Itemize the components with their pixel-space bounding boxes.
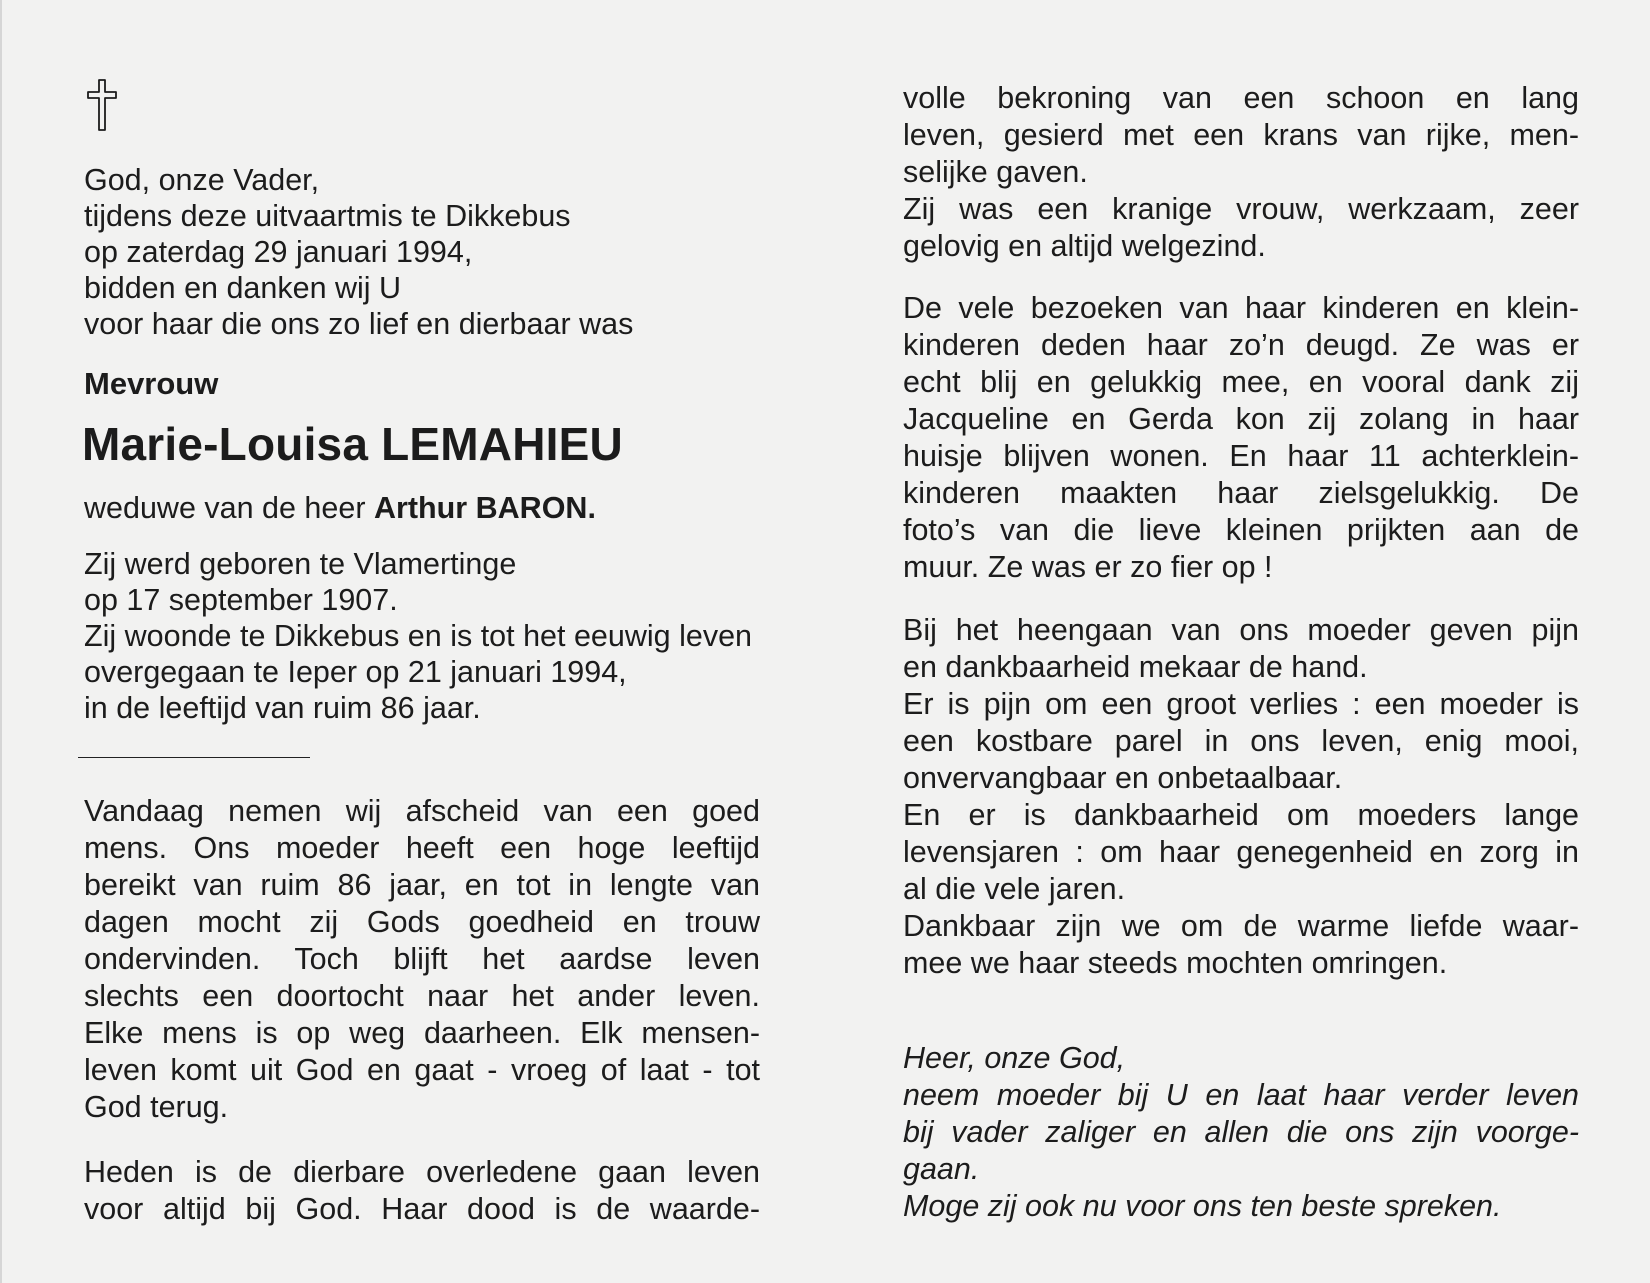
text-line: mee we haar steeds mochten omringen.	[903, 946, 1448, 980]
text-line: foto’s van die lieve kleinen prijkten aan de	[903, 513, 1579, 547]
text-line: Heden is de dierbare overledene gaan leven	[84, 1155, 760, 1189]
text-line: gelovig en altijd welgezind.	[903, 229, 1266, 263]
widow-line	[84, 490, 596, 526]
bio-line: op 17 september 1907.	[84, 583, 398, 617]
bio-line: in de leeftijd van ruim 86 jaar.	[84, 691, 481, 725]
text-line: muur. Ze was er zo fier op !	[903, 550, 1273, 584]
latin-cross-icon	[82, 78, 122, 134]
intro-line: God, onze Vader,	[84, 163, 320, 197]
text-line: Bij het heengaan van ons moeder geven pijn	[903, 613, 1579, 647]
text-line: Zij was een kranige vrouw, werkzaam, zeer	[903, 192, 1579, 226]
bio-line: Zij werd geboren te Vlamertinge	[84, 547, 517, 581]
deceased-name: Marie-Louisa LEMAHIEU	[82, 418, 623, 470]
text-line: En er is dankbaarheid om moeders lange	[903, 798, 1579, 832]
text-line: mens. Ons moeder heeft een hoge leeftijd	[84, 831, 760, 865]
bio-line: Zij woonde te Dikkebus en is tot het eeuwig leven	[84, 619, 752, 653]
text-line: Vandaag nemen wij afscheid van een goed	[84, 794, 760, 828]
text-line: voor altijd bij God. Haar dood is de waarde-	[84, 1192, 760, 1226]
text-line: ondervinden. Toch blijft het aardse leven	[84, 942, 760, 976]
text-line: bereikt van ruim 86 jaar, en tot in lengte van	[84, 868, 760, 902]
text-line: volle bekroning van een schoon en lang	[903, 81, 1579, 115]
text-line: al die vele jaren.	[903, 872, 1126, 906]
text-line: God terug.	[84, 1090, 229, 1124]
text-line: huisje blijven wonen. En haar 11 achterklein-	[903, 439, 1579, 473]
text-line: Dankbaar zijn we om de warme liefde waar-	[903, 909, 1579, 943]
text-line: slechts een doortocht naar het ander leven.	[84, 979, 760, 1013]
intro-line: tijdens deze uitvaartmis te Dikkebus	[84, 199, 571, 233]
prayer-line: Moge zij ook nu voor ons ten beste spreken.	[903, 1189, 1502, 1223]
text-line: leven komt uit God en gaat - vroeg of laat - tot	[84, 1053, 760, 1087]
deceased-title: Mevrouw	[84, 366, 219, 401]
text-line: selijke gaven.	[903, 155, 1088, 189]
intro-line: voor haar die ons zo lief en dierbaar was	[84, 307, 634, 341]
text-line: echt blij en gelukkig mee, en vooral dank zij	[903, 365, 1579, 399]
intro-line: bidden en danken wij U	[84, 271, 402, 305]
bio-line: overgegaan te Ieper op 21 januari 1994,	[84, 655, 627, 689]
text-line: levensjaren : om haar genegenheid en zorg in	[903, 835, 1579, 869]
intro-line: op zaterdag 29 januari 1994,	[84, 235, 473, 269]
separator-rule	[78, 757, 310, 758]
text-line: De vele bezoeken van haar kinderen en klein-	[903, 291, 1579, 325]
text-line: een kostbare parel in ons leven, enig mooi,	[903, 724, 1579, 758]
text-line: onvervangbaar en onbetaalbaar.	[903, 761, 1343, 795]
prayer-line: bij vader zaliger en allen die ons zijn voorge-	[903, 1115, 1579, 1149]
husband-name: Arthur BARON.	[373, 491, 596, 525]
prayer-line: neem moeder bij U en laat haar verder leven	[903, 1078, 1579, 1112]
text-line: Er is pijn om een groot verlies : een moeder is	[903, 687, 1579, 721]
text-line: kinderen deden haar zo’n deugd. Ze was er	[903, 328, 1579, 362]
text-line: dagen mocht zij Gods goedheid en trouw	[84, 905, 760, 939]
text-line: en dankbaarheid mekaar de hand.	[903, 650, 1368, 684]
text-line: Jacqueline en Gerda kon zij zolang in haar	[903, 402, 1579, 436]
text-line: Elke mens is op weg daarheen. Elk mensen-	[84, 1016, 760, 1050]
text-line: leven, gesierd met een krans van rijke, men-	[903, 118, 1579, 152]
widow-prefix: weduwe van de heer	[84, 491, 366, 525]
prayer-line: Heer, onze God,	[903, 1041, 1126, 1075]
text-line: kinderen maakten haar zielsgelukkig. De	[903, 476, 1579, 510]
prayer-line: gaan.	[903, 1152, 980, 1186]
